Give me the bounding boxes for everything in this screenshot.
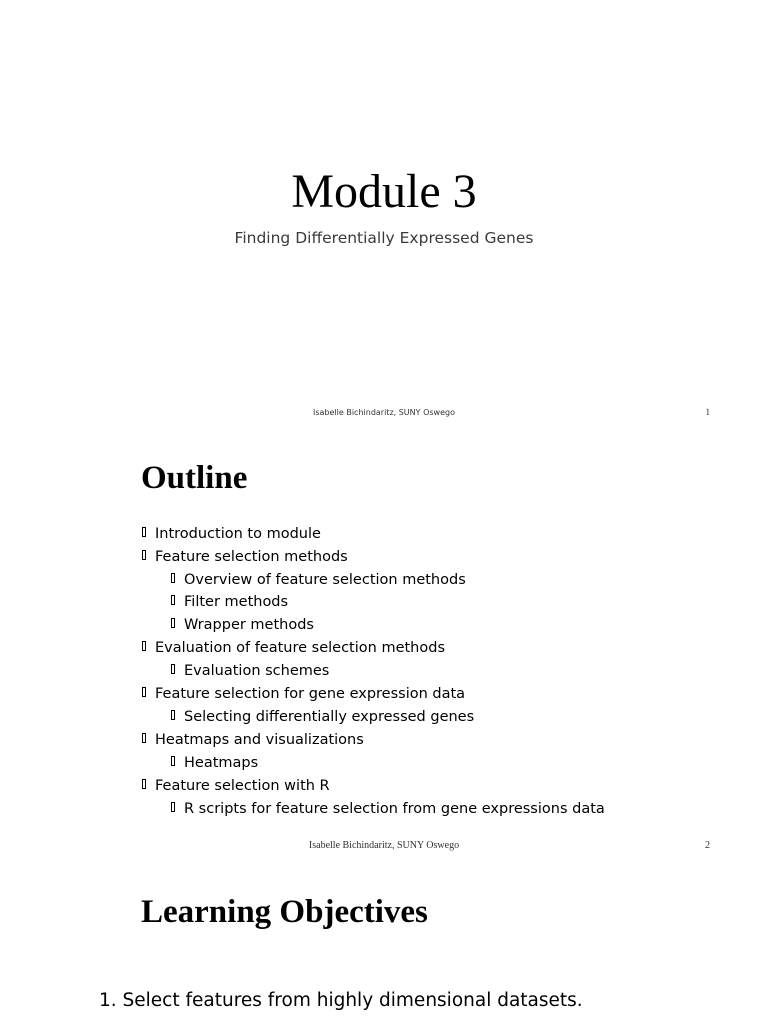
outline-list (141, 520, 701, 819)
bullet-icon (171, 664, 175, 674)
page-number: 2 (705, 840, 710, 851)
outline-item-text: Evaluation schemes (184, 662, 330, 679)
slide-footer: Isabelle Bichindaritz, SUNY Oswego (313, 408, 455, 417)
outline-item-text: Overview of feature selection methods (184, 571, 466, 588)
page-number: 1 (705, 407, 710, 417)
outline-item (141, 731, 701, 750)
bullet-icon (171, 710, 175, 720)
bullet-icon (142, 779, 146, 789)
outline-item (141, 777, 701, 796)
slide-2 (0, 430, 768, 862)
outline-item-text: Feature selection with R (155, 778, 330, 794)
bullet-icon (171, 618, 175, 628)
slide-title: Outline (141, 460, 248, 496)
outline-item-text: Introduction to module (155, 525, 321, 542)
outline-subitem (141, 754, 701, 773)
bullet-icon (142, 733, 146, 743)
bullet-icon (171, 573, 175, 583)
slide-3 (0, 862, 768, 1024)
outline-item-text: Evaluation of feature selection methods (155, 640, 445, 656)
outline-subitem (141, 662, 701, 681)
bullet-icon (171, 756, 175, 766)
outline-item-text: Heatmaps (184, 754, 259, 771)
outline-subitem (141, 708, 701, 727)
outline-subitem (141, 800, 701, 819)
outline-item (141, 525, 701, 544)
outline-subitem (141, 616, 701, 635)
slide-footer: Isabelle Bichindaritz, SUNY Oswego (308, 840, 460, 851)
bullet-icon (142, 687, 146, 697)
outline-item (141, 548, 701, 567)
objective-item: 1. Select features from highly dimensional datasets. (99, 990, 583, 1011)
bullet-icon (171, 595, 175, 605)
slide-subtitle: Finding Differentially Expressed Genes (234, 229, 534, 247)
outline-item-text: Selecting differentially expressed genes (184, 708, 475, 725)
slide-title: Module 3 (291, 165, 477, 218)
outline-item-text: Feature selection for gene expression data (155, 686, 466, 702)
outline-item (141, 685, 701, 704)
slide-title: Learning Objectives (141, 894, 428, 930)
bullet-icon (142, 641, 146, 651)
slide-1 (0, 0, 768, 430)
outline-item-text: Wrapper methods (184, 616, 314, 633)
outline-subitem (141, 571, 701, 590)
outline-item-text: R scripts for feature selection from gene expressions data (184, 800, 605, 817)
bullet-icon (142, 527, 146, 537)
outline-item-text: Heatmaps and visualizations (155, 732, 364, 748)
bullet-icon (142, 550, 146, 560)
outline-item-text: Filter methods (184, 594, 289, 610)
outline-item-text: Feature selection methods (155, 549, 348, 565)
outline-subitem (141, 593, 701, 612)
bullet-icon (171, 802, 175, 812)
outline-item (141, 639, 701, 658)
